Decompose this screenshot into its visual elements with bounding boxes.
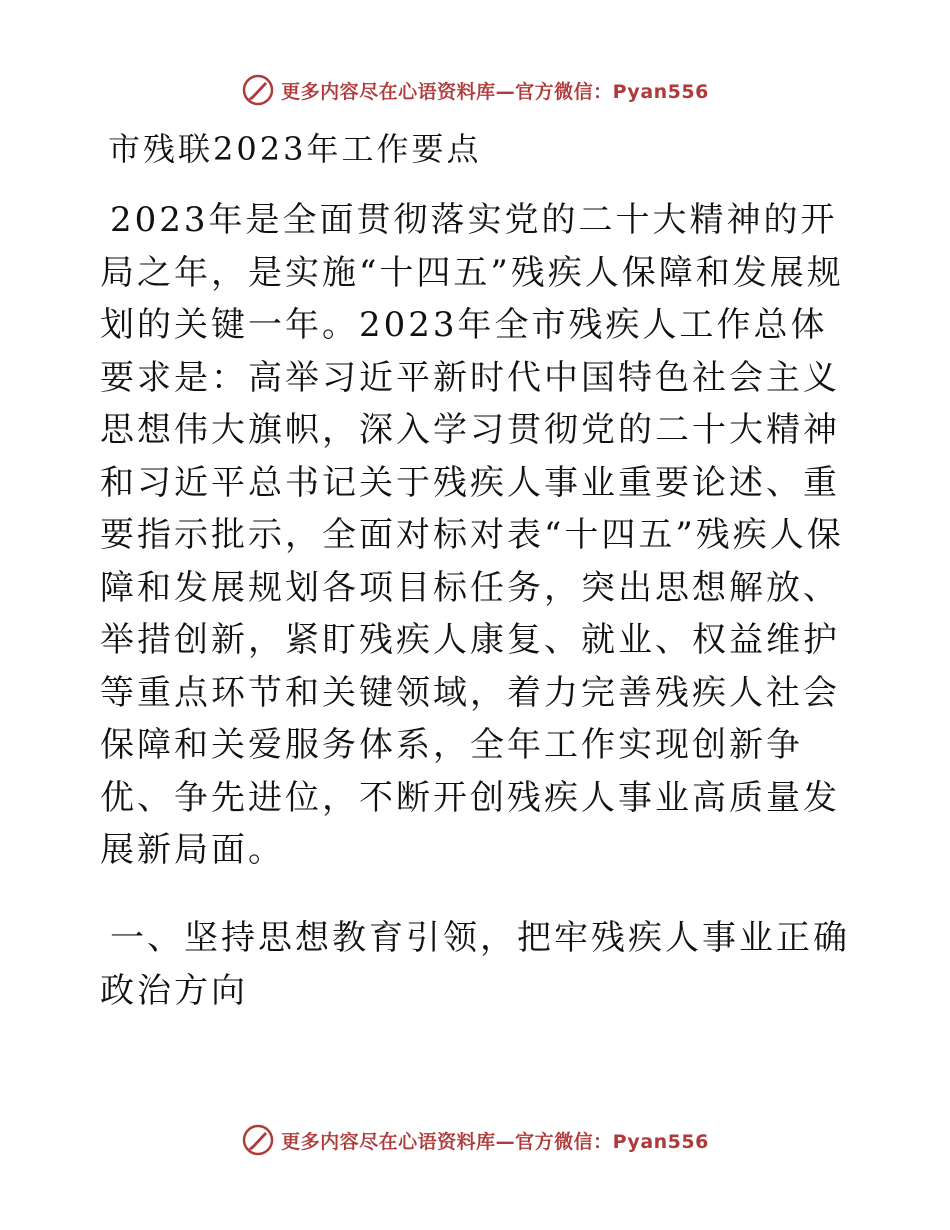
watermark-header [0, 70, 950, 110]
quill-logo-icon [241, 1123, 275, 1157]
watermark-footer [0, 1120, 950, 1160]
intro-paragraph: 2023年是全面贯彻落实党的二十大精神的开局之年，是实施“十四五”残疾人保障和发展规划的关键一年。2023年全市残疾人工作总体要求是：高举习近平新时代中国特色社会主义思想伟大旗帜，深入学习贯彻党的二十大精神和习近平总书记关于残疾人事业重要论述、重要指示批示，全面对标对表“十四五”残疾人保障和发展规划各项目标任务，突出思想解放、举措创新，紧盯残疾人康复、就业、权益维护等重点环节和关键领域，着力完善残疾人社会保障和关爱服务体系，全年工作实现创新争优、争先进位，不断开创残疾人事业高质量发展新局面。 [100, 200, 844, 870]
watermark-text: 更多内容尽在心语资料库—官方微信：Pyan556 [281, 1130, 709, 1153]
section-heading: 一、坚持思想教育引领，把牢残疾人事业正确政治方向 [100, 918, 850, 1011]
document-title: 市残联2023年工作要点 [108, 130, 482, 168]
watermark-text: 更多内容尽在心语资料库—官方微信：Pyan556 [281, 80, 709, 103]
quill-logo-icon [241, 73, 275, 107]
